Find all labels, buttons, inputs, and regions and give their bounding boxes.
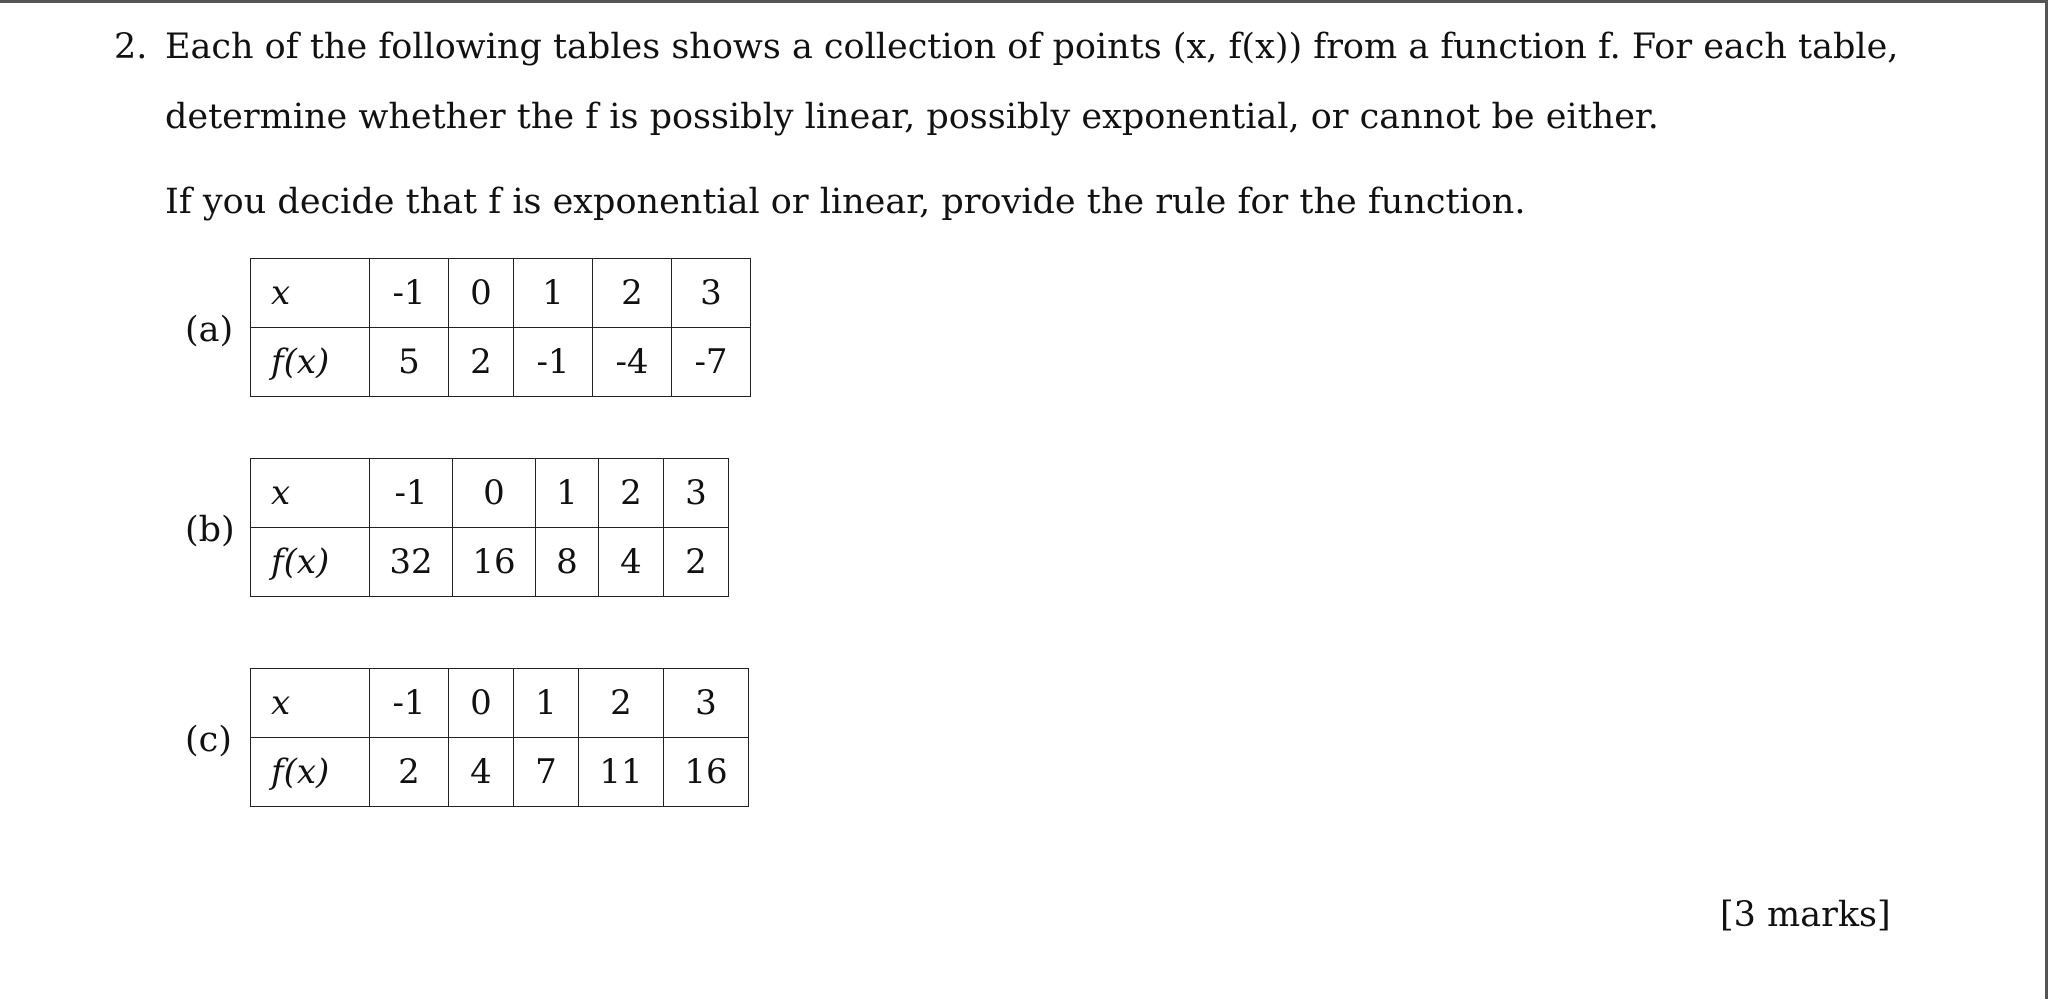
part-label-c: (c): [185, 720, 232, 760]
question-text-line-3: If you decide that f is exponential or linear, provide the rule for the function.: [165, 182, 1526, 222]
table-cell: 1: [536, 459, 599, 528]
table-cell: 32: [370, 528, 453, 597]
row-header-fx: f(x): [251, 328, 370, 397]
part-label-a: (a): [185, 310, 234, 350]
table-cell: 7: [514, 738, 579, 807]
table-cell: 2: [664, 528, 729, 597]
table-cell: 3: [664, 669, 749, 738]
table-cell: 5: [370, 328, 449, 397]
table-cell: 2: [579, 669, 664, 738]
table-cell: 0: [449, 259, 514, 328]
table-row-x: [251, 259, 751, 328]
row-header-x: x: [251, 459, 370, 528]
table-cell: -1: [370, 669, 449, 738]
question-number: 2.: [114, 27, 148, 67]
part-label-b: (b): [185, 510, 235, 550]
table-cell: 16: [664, 738, 749, 807]
table-row-x: [251, 459, 729, 528]
row-header-fx: f(x): [251, 528, 370, 597]
table-cell: 2: [593, 259, 672, 328]
table-cell: 1: [514, 669, 579, 738]
table-cell: 4: [599, 528, 664, 597]
question-text-line-2: determine whether the f is possibly linear, possibly exponential, or cannot be either.: [165, 97, 1659, 137]
question-text-line-1: Each of the following tables shows a collection of points (x, f(x)) from a function f. For each table,: [165, 27, 1899, 67]
table-cell: -4: [593, 328, 672, 397]
table-cell: -7: [672, 328, 751, 397]
table-cell: 3: [664, 459, 729, 528]
row-header-x: x: [251, 669, 370, 738]
table-row-x: [251, 669, 749, 738]
table-cell: 3: [672, 259, 751, 328]
row-header-x: x: [251, 259, 370, 328]
table-cell: 8: [536, 528, 599, 597]
table-cell: 1: [514, 259, 593, 328]
row-header-fx: f(x): [251, 738, 370, 807]
table-cell: -1: [514, 328, 593, 397]
table-cell: -1: [370, 259, 449, 328]
function-table-a: [250, 258, 751, 397]
function-table-b: [250, 458, 729, 597]
table-row-fx: [251, 528, 729, 597]
table-cell: 16: [453, 528, 536, 597]
table-cell: 2: [370, 738, 449, 807]
table-cell: 0: [449, 669, 514, 738]
table-cell: 2: [599, 459, 664, 528]
table-cell: 2: [449, 328, 514, 397]
table-cell: 11: [579, 738, 664, 807]
marks-label: [3 marks]: [1720, 895, 1891, 935]
function-table-c: [250, 668, 749, 807]
table-cell: 4: [449, 738, 514, 807]
table-row-fx: [251, 328, 751, 397]
table-cell: 0: [453, 459, 536, 528]
table-cell: -1: [370, 459, 453, 528]
table-row-fx: [251, 738, 749, 807]
